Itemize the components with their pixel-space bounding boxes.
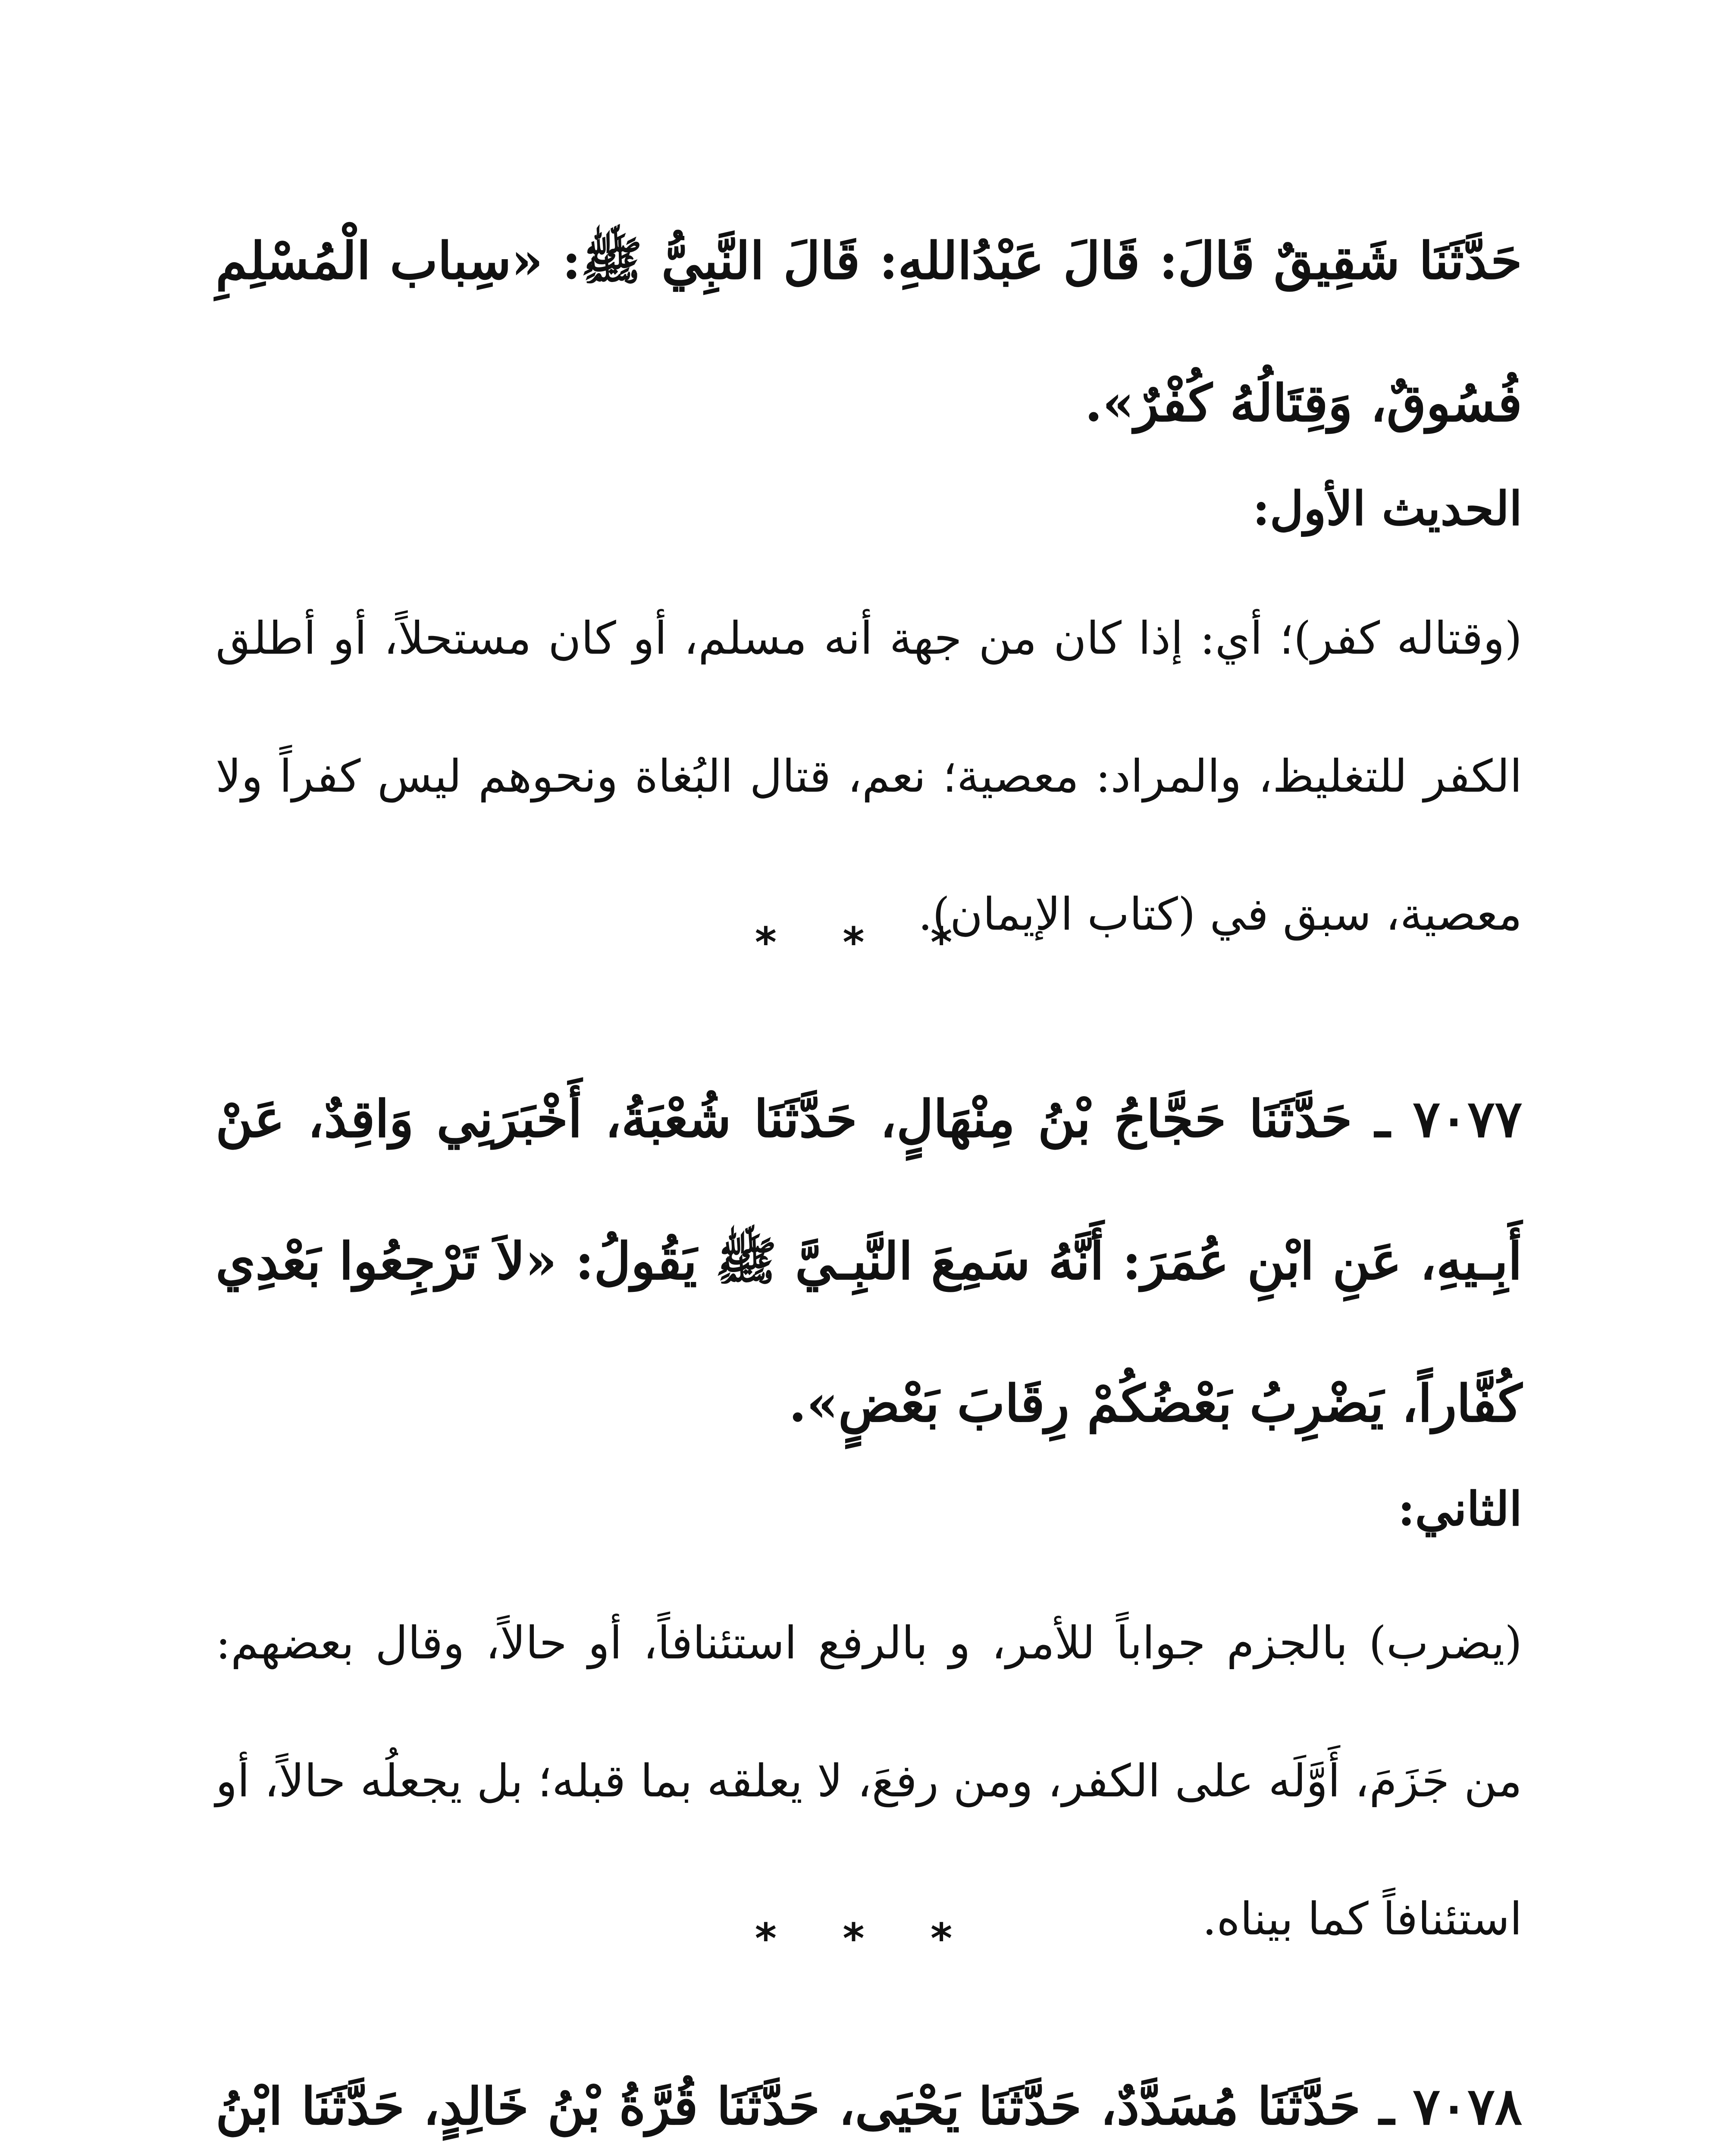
hadith-text-2: ٧٠٧٧ ـ حَدَّثَنَا حَجَّاجُ بْنُ مِنْهَالٍ، حَدَّثَنَا شُعْبَةُ، أَخْبَرَنِي وَاقِدٌ، عَنْ أَبِـيهِ، عَنِ ابْنِ عُمَرَ: أَنَّهُ سَمِعَ النَّبِـيَّ ﷺ يَقُولُ: «لاَ تَرْجِعُوا بَعْدِي كُفَّاراً، يَضْرِبُ بَعْضُكُمْ رِقَابَ بَعْضٍ». [216, 1089, 1522, 1433]
hadith-number-7077: ٧٠٧٧ [1413, 1089, 1522, 1149]
heading-first-hadith: الحديث الأول: [1252, 482, 1522, 536]
commentary-1-body: (وقتاله كفر)؛ أي: إذا كان من جهة أنه مسلم، أو كان مستحلاً، أو أطلق الكفر للتغليظ، والمراد: معصية؛ نعم، قتال البُغاة ونحوهم ليس كفراً ولا معصية، سبق في (كتاب الإيمان). [216, 612, 1522, 940]
hadith-text-3: ٧٠٧٨ ـ حَدَّثَنَا مُسَدَّدٌ، حَدَّثَنَا يَحْيَى، حَدَّثَنَا قُرَّةُ بْنُ خَالِدٍ، حَدَّثَنَا ابْنُ [216, 2035, 1522, 2156]
hadith-text-1 [216, 190, 1522, 474]
section-heading-2 [216, 1466, 1522, 1552]
hadith-number-7078: ٧٠٧٨ [1413, 2076, 1522, 2136]
section-separator-2: * * * [755, 1915, 978, 1963]
hadith-3-body: حَدَّثَنَا مُسَدَّدٌ، حَدَّثَنَا يَحْيَى، حَدَّثَنَا قُرَّةُ بْنُ خَالِدٍ، حَدَّثَنَا ابْنُ [216, 2076, 1361, 2136]
commentary-2-body: (يضرب) بالجزم جواباً للأمر، و بالرفع استئنافاً، أو حالاً، وقال بعضهم: من جَزَمَ، أَوَّلَه على الكفر، ومن رفعَ، لا يعلقه بما قبله؛ بل يجعلُه حالاً، أو استئنافاً كما بيناه. [216, 1617, 1523, 1945]
section-heading-1 [216, 466, 1522, 552]
section-separator-1: * * * [755, 918, 978, 967]
hadith-2-body: حَدَّثَنَا حَجَّاجُ بْنُ مِنْهَالٍ، حَدَّثَنَا شُعْبَةُ، أَخْبَرَنِي وَاقِدٌ، عَنْ أَبِـيهِ، عَنِ ابْنِ عُمَرَ: أَنَّهُ سَمِعَ النَّبِـيَّ ﷺ يَقُولُ: «لاَ تَرْجِعُوا بَعْدِي كُفَّاراً، يَضْرِبُ بَعْضُكُمْ رِقَابَ بَعْضٍ». [216, 1089, 1522, 1433]
hadith-1-body: حَدَّثَنَا شَقِيقٌ قَالَ: قَالَ عَبْدُاللهِ: قَالَ النَّبِيُّ ﷺ: «سِباب الْمُسْلِمِ فُسُوقٌ، وَقِتَالُهُ كُفْرٌ». [216, 231, 1522, 433]
heading-second: الثاني: [1398, 1482, 1522, 1536]
